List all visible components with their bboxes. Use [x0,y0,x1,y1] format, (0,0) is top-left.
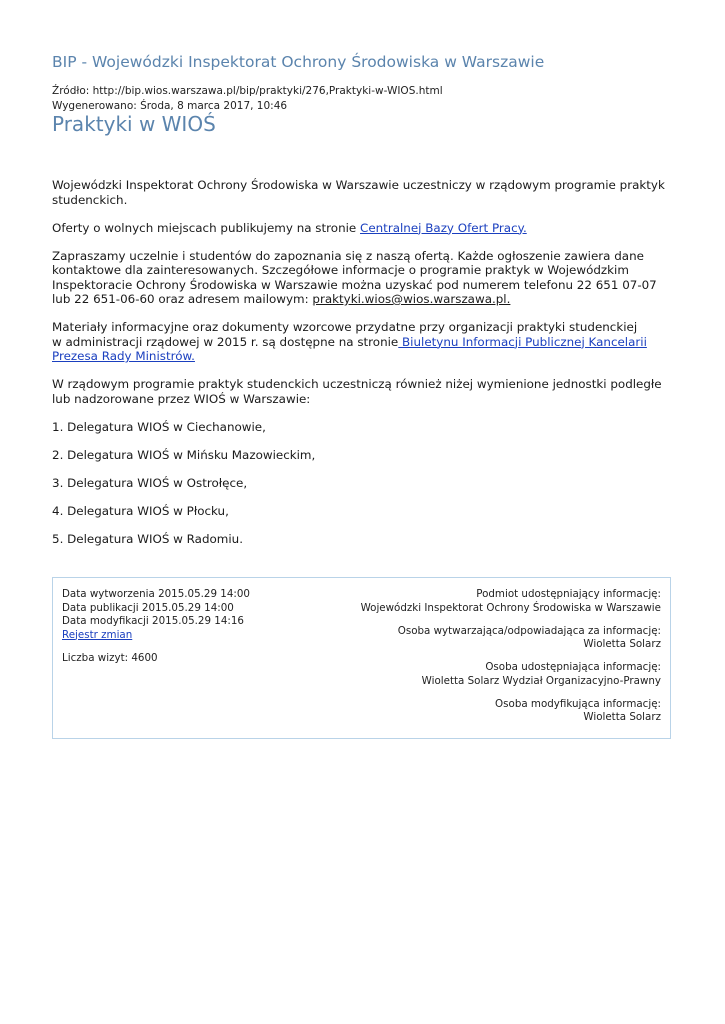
metadata-footer [52,577,671,739]
list-item: 5. Delegatura WIOŚ w Radomiu. [52,531,243,546]
bip-kprm-link[interactable]: Biuletynu Informacji Publicznej Kancelarii Prezesa Rady Ministrów. [52,334,647,363]
materials-paragraph [52,320,677,364]
footer-dates [62,588,250,666]
contact-text: Zapraszamy uczelnie i studentów do zapoznania się z naszą ofertą. Każde ogłoszenie zawiera dane kontaktowe dla zainteresowanych. Szczegółowe informacje o programie praktyk w Wojewódzkim Inspektoracie Ochrony Środowiska w Warszawie można uzyskać pod numerem telefonu 22 651 07-07 lub 22 651-06-60 oraz adresem mailowym: [52,248,657,306]
visit-count: Liczba wizyt: 4600 [62,652,158,664]
article-body [52,178,677,560]
offers-text: Oferty o wolnych miejscach publikujemy na stronie [52,220,361,235]
job-offers-link[interactable]: Centralnej Bazy Ofert Pracy. [360,220,527,235]
list-item: 2. Delegatura WIOŚ w Mińsku Mazowieckim, [52,447,316,462]
author-value: Wioletta Solarz [583,638,661,650]
created-date: Data wytworzenia 2015.05.29 14:00 [62,588,250,600]
provider-value: Wojewódzki Inspektorat Ochrony Środowiska w Warszawie [360,601,661,614]
list-item: 3. Delegatura WIOŚ w Ostrołęce, [52,475,248,490]
publisher-value: Wioletta Solarz Wydział Organizacyjno-Prawny [421,674,661,687]
site-title: BIP - Wojewódzki Inspektorat Ochrony Środowiska w Warszawie [52,53,545,71]
modifier-info [361,698,661,725]
published-date: Data publikacji 2015.05.29 14:00 [62,601,234,614]
document-meta [52,84,443,113]
intro-paragraph: Wojewódzki Inspektorat Ochrony Środowiska w Warszawie uczestniczy w rządowym programie praktyk studenckich. [52,178,665,207]
generated-date: Wygenerowano: Środa, 8 marca 2017, 10:46 [52,99,288,112]
list-item: 1. Delegatura WIOŚ w Ciechanowie, [52,419,266,434]
list-item: 4. Delegatura WIOŚ w Płocku, [52,503,229,518]
materials-line-1: Materiały informacyjne oraz dokumenty wzorcowe przydatne przy organizacji praktyki studenckiej [52,320,638,334]
page-title: Praktyki w WIOŚ [52,112,216,136]
offers-paragraph [52,221,677,236]
email-link[interactable]: praktyki.wios@wios.warszawa.pl. [312,292,511,306]
change-register-link[interactable]: Rejestr zmian [62,628,133,641]
source-url: Źródło: http://bip.wios.warszawa.pl/bip/praktyki/276,Praktyki-w-WIOS.html [52,85,443,97]
footer-responsible [361,588,661,734]
contact-paragraph [52,249,677,307]
materials-line-2: w administracji rządowej w 2015 r. są dostępne na stronie [52,334,399,349]
author-label: Osoba wytwarzająca/odpowiadająca za informację: [397,624,661,637]
provider-info [361,588,661,615]
units-paragraph: W rządowym programie praktyk studenckich uczestniczą również niżej wymienione jednostki podległe lub nadzorowane przez WIOŚ w Warszawie: [52,377,662,406]
provider-label: Podmiot udostępniający informację: [476,588,661,600]
publisher-label: Osoba udostępniająca informację: [485,661,661,673]
author-info [361,625,661,652]
modified-date: Data modyfikacji 2015.05.29 14:16 [62,615,244,627]
modifier-label: Osoba modyfikująca informację: [495,697,661,710]
modifier-value: Wioletta Solarz [583,711,661,723]
publisher-info [361,661,661,688]
